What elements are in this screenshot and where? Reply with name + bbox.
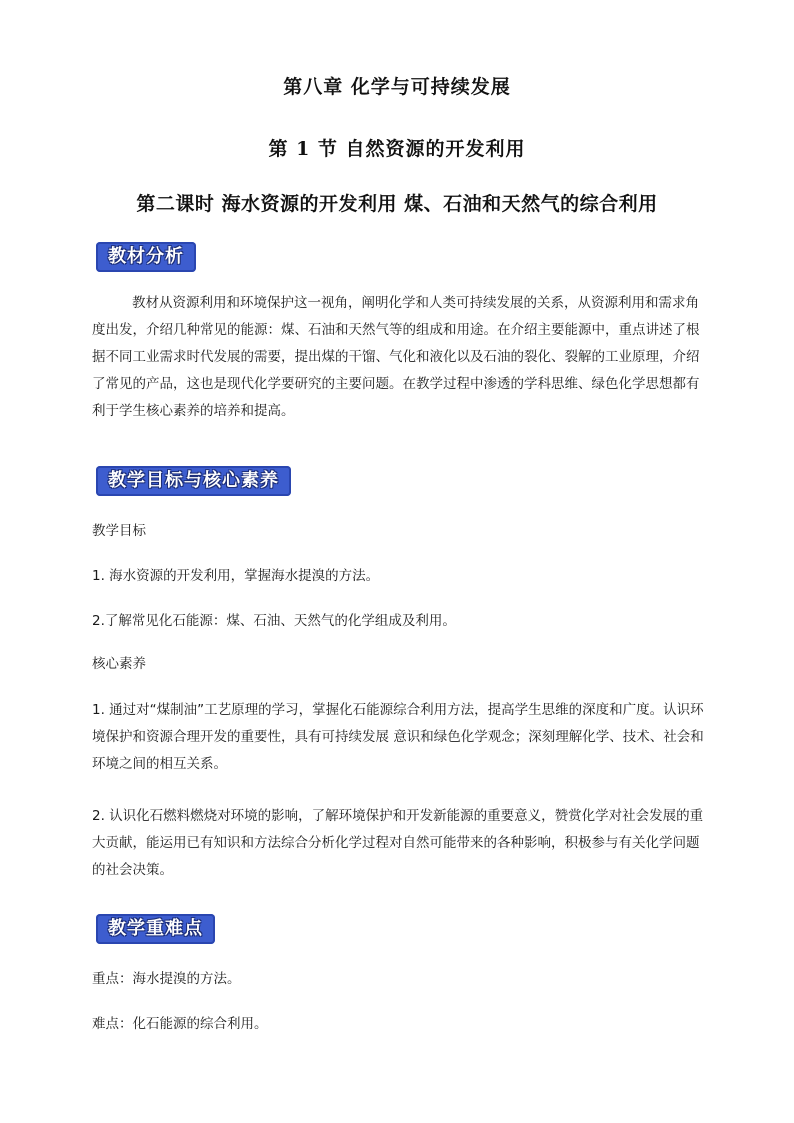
key-point: 重点：海水提溴的方法。 <box>92 971 241 987</box>
key-points-badge: 教学重难点 <box>96 914 215 944</box>
section-title: 第 1 节 自然资源的开发利用 <box>268 138 526 160</box>
literacy-2: 2. 认识化石燃料燃烧对环境的影响，了解环境保护和开发新能源的重要意义，赞赏化学对社会发展的重大贡献，能运用已有知识和方法综合分析化学过程对自然可能带来的各种影响，积极参与有关化学问题的社会决策。 <box>92 808 704 878</box>
objectives-badge: 教学目标与核心素养 <box>96 466 291 496</box>
goals-heading: 教学目标 <box>92 523 146 539</box>
textbook-analysis-paragraph: 教材从资源利用和环境保护这一视角，阐明化学和人类可持续发展的关系，从资源利用和需求角度出发，介绍几种常见的能源：煤、石油和天然气等的组成和用途。在介绍主要能源中，重点讲述了根据不同工业需求时代发展的需要，提出煤的干馏、气化和液化以及石油的裂化、裂解的工业原理，介绍了常见的产品，这也是现代化学要研究的主要问题。在教学过程中渗透的学科思维、绿色化学思想都有利于学生核心素养的培养和提高。 <box>92 295 700 419</box>
literacy-heading: 核心素养 <box>92 656 146 672</box>
goal-2: 2.了解常见化石能源：煤、石油、天然气的化学组成及利用。 <box>92 613 456 629</box>
difficult-point: 难点：化石能源的综合利用。 <box>92 1016 268 1032</box>
chapter-title: 第八章 化学与可持续发展 <box>283 76 511 98</box>
literacy-1: 1. 通过对“煤制油”工艺原理的学习，掌握化石能源综合利用方法，提高学生思维的深度和广度。认识环境保护和资源合理开发的重要性，具有可持续发展 意识和绿色化学观念；深刻理解化学、技术、社会和环境之间的相互关系。 <box>92 702 704 772</box>
goal-1: 1. 海水资源的开发利用，掌握海水提溴的方法。 <box>92 568 380 584</box>
textbook-analysis-badge: 教材分析 <box>96 242 196 272</box>
lesson-title: 第二课时 海水资源的开发利用 煤、石油和天然气的综合利用 <box>136 193 658 215</box>
